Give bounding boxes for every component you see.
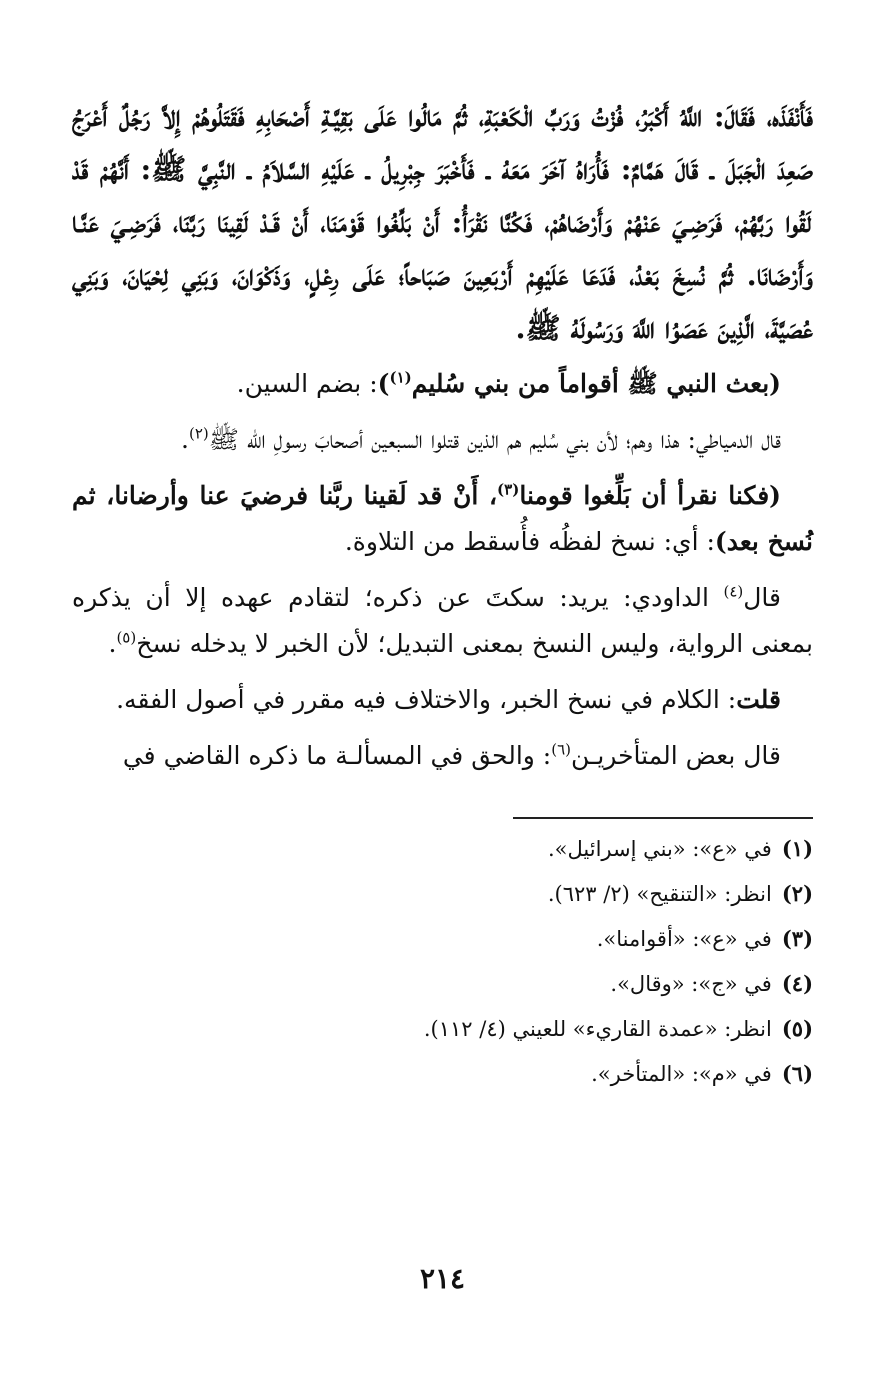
quoted-matn: (فكنا نقرأ أن بَلِّغوا قومنا$^{(٣)}$، أَنْ قد لَقينا ربَّنا فرضيَ عنا وأرضانا، ثم نُسخ بعد) bbox=[72, 480, 813, 556]
hadith-line: وَأَرْضَانَا. ثُمَّ نُسِخَ بَعْدُ، فَدَعَا عَلَيْهِمْ أَرْبَعِينَ صَبَاحاً؛ عَلَى رِعْلٍ، وَذَكْوَانَ، bbox=[218, 258, 814, 292]
quoted-matn: (بعث النبي ﷺ أقواماً من بني سُليم$^{(١)}$) bbox=[377, 368, 781, 398]
footnotes bbox=[72, 831, 813, 1092]
hadith-line: فَقَتَلُوهُمْ إِلاَّ رَجُلٌ أَعْرَجُ صَعِدَ الْجَبَلَ ـ قَالَ هَمَّامٌ: فَأُرَاهُ آخَرَ مَعَهُ ـ فَأَخْبَرَ bbox=[72, 99, 814, 186]
hadith-line: جِبْرِيلُ ـ عَلَيْهِ السَّلاَمُ ـ النَّبِيَّ ﷺ: أَنَّهُمْ قَدْ لَقُوا رَبَّهُمْ، فَرَضِـيَ عَنْهُمْ bbox=[72, 152, 811, 239]
footnote-ref: (١) bbox=[389, 368, 412, 387]
footnote-number: (٢) bbox=[781, 881, 813, 906]
page-number: ٢١٤ bbox=[419, 1262, 466, 1295]
footnote-number: (٥) bbox=[781, 1016, 813, 1041]
commentary-paragraph: (بعث النبي ﷺ أقواماً من بني سُليم$^{(١)}$): بضم السين. bbox=[236, 368, 781, 398]
footnote bbox=[72, 1011, 813, 1047]
hadith-text bbox=[72, 90, 813, 355]
footnote bbox=[72, 876, 813, 912]
footnote-text: في «ع»: «أقوامنا». bbox=[596, 927, 772, 951]
footnote-ref: (٢) bbox=[188, 424, 209, 443]
footnote bbox=[72, 1056, 813, 1092]
footnote bbox=[72, 831, 813, 867]
footnote-text: في «م»: «المتأخر». bbox=[591, 1062, 772, 1086]
footnote-ref: (٥) bbox=[116, 628, 137, 647]
footnote-number: (٤) bbox=[781, 971, 813, 996]
hadith-line: وَبَنِي لِحْيَانَ، وَبَنِي عُصَيَّةَ، الَّذِينَ عَصَوُا اللَّهَ وَرَسُولَهُ ﷺ. bbox=[72, 258, 813, 345]
footnote-number: (٦) bbox=[781, 1061, 813, 1086]
commentary-paragraph: قلت: الكلام في نسخ الخبر، والاختلاف فيه مقرر في أصول الفقه. bbox=[116, 685, 781, 714]
footnote-ref: (٦) bbox=[551, 740, 571, 759]
commentary-paragraph: قال بعض المتأخريـن$^{(٦)}$: والحق في المسألـة ما ذكره القاضي في bbox=[122, 740, 781, 770]
hadith-line: وَأَرْضَاهُمْ، فَكُنَّا نَقْرَأُ: أَنْ بَلِّغُوا قَوْمَنَا، أَنْ قَـدْ لَقِينَا رَبَّنَا، فَرَضِـيَ عَنَّـا bbox=[72, 205, 613, 239]
book-page bbox=[72, 90, 813, 1375]
footnote-text: في «ع»: «بني إسرائيل». bbox=[547, 837, 772, 861]
footnote-text: انظر: «التنقيح» (٢/ ٦٢٣). bbox=[547, 882, 772, 906]
footnote-ref: (٤) bbox=[723, 582, 744, 601]
footnote-number: (٣) bbox=[781, 926, 813, 951]
commentary-paragraph: قال$^{(٤)}$ الداودي: يريد: سكتَ عن ذكره؛ لتقادم عهده إلا أن يذكره بمعنى الرواية، وليس النسخ بمعنى التبديل؛ لأن الخبر لا يدخله نسخ$^{(٥)}$. bbox=[72, 582, 813, 658]
footnote-text: في «ج»: «وقال». bbox=[610, 972, 772, 996]
commentary-paragraph: قال الدمياطي: هذا وهم؛ لأن بني سُليم هم الذين قتلوا السبعين أصحابَ رسولِ الله ﷺ$^{(٢)}$. bbox=[181, 424, 781, 454]
commentary-paragraph: (فكنا نقرأ أن بَلِّغوا قومنا$^{(٣)}$، أَنْ قد لَقينا ربَّنا فرضيَ عنا وأرضانا، ثم نُسخ بعد): أي: نسخ لفظُه فأُسقط من التلاوة. bbox=[72, 480, 813, 556]
footnote-divider bbox=[513, 817, 813, 819]
hadith-line: فَأَنْفَذَه، فَقَالَ: اللَّهُ أَكْبَرُ، فُزْتُ وَرَبِّ الْكَعْبَةِ، ثُمَّ مَالُوا عَلَى بَقِيَّـةِ أَصْحَابِهِ bbox=[244, 99, 813, 133]
footnote-text: انظر: «عمدة القاريء» للعيني (٤/ ١١٢). bbox=[423, 1017, 772, 1041]
qultu-label: قلت bbox=[736, 685, 781, 714]
footnote bbox=[72, 921, 813, 957]
footnote-ref: (٣) bbox=[497, 480, 520, 499]
footnote-number: (١) bbox=[781, 836, 813, 861]
footnote bbox=[72, 966, 813, 1002]
